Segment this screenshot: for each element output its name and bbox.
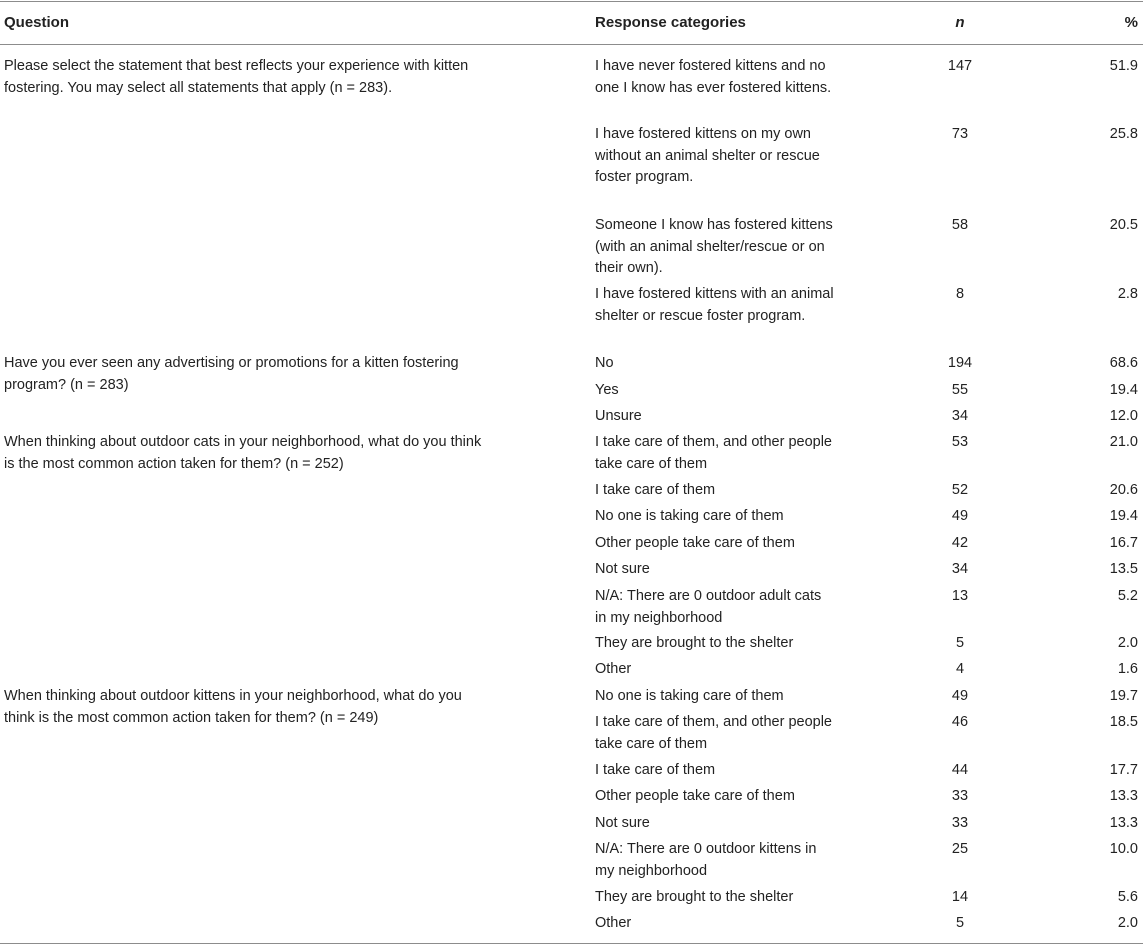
response-percent: 5.2 (1117, 588, 1138, 604)
response-count: 34 (951, 408, 969, 424)
response-count: 33 (951, 815, 969, 831)
response-category: I have fostered kittens on my own without an animal shelter or rescue foster program. (595, 126, 820, 185)
response-percent: 5.6 (1117, 889, 1138, 905)
response-count: 13 (951, 588, 969, 604)
response-count: 73 (951, 126, 969, 142)
response-percent: 13.3 (1109, 788, 1138, 804)
response-category: Not sure (595, 815, 650, 831)
response-percent: 25.8 (1109, 126, 1138, 142)
response-count: 46 (951, 714, 969, 730)
response-percent: 18.5 (1109, 714, 1138, 730)
response-category: Unsure (595, 408, 642, 424)
response-category: No one is taking care of them (595, 688, 784, 704)
question-text: Please select the statement that best reflects your experience with kitten fostering. You may select all statements that apply (n = 283). (4, 58, 469, 96)
response-percent: 51.9 (1109, 58, 1138, 74)
header-response-categories: Response categories (595, 14, 746, 31)
response-percent: 13.3 (1109, 815, 1138, 831)
response-category: They are brought to the shelter (595, 635, 794, 651)
response-percent: 19.7 (1109, 688, 1138, 704)
question-text: When thinking about outdoor cats in your neighborhood, what do you think is the most common action taken for them? (n = 252) (4, 434, 482, 472)
response-category: I have never fostered kittens and no one I know has ever fostered kittens. (595, 58, 832, 96)
response-category: They are brought to the shelter (595, 889, 794, 905)
header-percent: % (1124, 14, 1138, 31)
response-category: Other (595, 661, 632, 677)
response-count: 147 (947, 58, 973, 74)
response-count: 53 (951, 434, 969, 450)
response-category: Other people take care of them (595, 788, 795, 804)
question-text: Have you ever seen any advertising or promotions for a kitten fostering program? (n = 283) (4, 355, 459, 393)
response-count: 33 (951, 788, 969, 804)
response-category: N/A: There are 0 outdoor kittens in my neighborhood (595, 841, 817, 879)
response-percent: 17.7 (1109, 762, 1138, 778)
response-percent: 20.5 (1109, 217, 1138, 233)
response-percent: 68.6 (1109, 355, 1138, 371)
response-percent: 2.0 (1117, 915, 1138, 931)
header-question: Question (4, 14, 70, 31)
response-count: 49 (951, 508, 969, 524)
response-percent: 1.6 (1117, 661, 1138, 677)
response-category: Not sure (595, 561, 650, 577)
response-category: Someone I know has fostered kittens (with an animal shelter/rescue or on their own). (595, 217, 833, 276)
response-percent: 10.0 (1109, 841, 1138, 857)
response-category: Other people take care of them (595, 535, 795, 551)
response-count: 44 (951, 762, 969, 778)
response-count: 5 (955, 635, 965, 651)
response-percent: 12.0 (1109, 408, 1138, 424)
response-category: I take care of them (595, 762, 716, 778)
response-percent: 19.4 (1109, 508, 1138, 524)
response-percent: 20.6 (1109, 482, 1138, 498)
response-percent: 2.8 (1117, 286, 1138, 302)
response-count: 55 (951, 382, 969, 398)
response-category: No one is taking care of them (595, 508, 784, 524)
response-count: 14 (951, 889, 969, 905)
response-category: N/A: There are 0 outdoor adult cats in my neighborhood (595, 588, 822, 626)
response-count: 58 (951, 217, 969, 233)
response-count: 25 (951, 841, 969, 857)
response-category: I take care of them (595, 482, 716, 498)
response-category: I take care of them, and other people take care of them (595, 714, 832, 752)
response-percent: 13.5 (1109, 561, 1138, 577)
response-count: 4 (955, 661, 965, 677)
response-category: I have fostered kittens with an animal shelter or rescue foster program. (595, 286, 834, 324)
response-percent: 2.0 (1117, 635, 1138, 651)
response-count: 49 (951, 688, 969, 704)
response-category: Other (595, 915, 632, 931)
response-category: I take care of them, and other people take care of them (595, 434, 832, 472)
response-percent: 16.7 (1109, 535, 1138, 551)
response-percent: 21.0 (1109, 434, 1138, 450)
response-category: No (595, 355, 614, 371)
response-count: 8 (955, 286, 965, 302)
table-bottom-rule (0, 943, 1143, 944)
table-top-rule (0, 1, 1143, 2)
response-count: 34 (951, 561, 969, 577)
response-percent: 19.4 (1109, 382, 1138, 398)
response-count: 42 (951, 535, 969, 551)
response-count: 194 (947, 355, 973, 371)
header-n: n (955, 14, 965, 31)
header-rule (0, 44, 1143, 45)
question-text: When thinking about outdoor kittens in your neighborhood, what do you think is the most common action taken for them? (n = 249) (4, 688, 462, 726)
response-count: 5 (955, 915, 965, 931)
response-category: Yes (595, 382, 619, 398)
response-count: 52 (951, 482, 969, 498)
